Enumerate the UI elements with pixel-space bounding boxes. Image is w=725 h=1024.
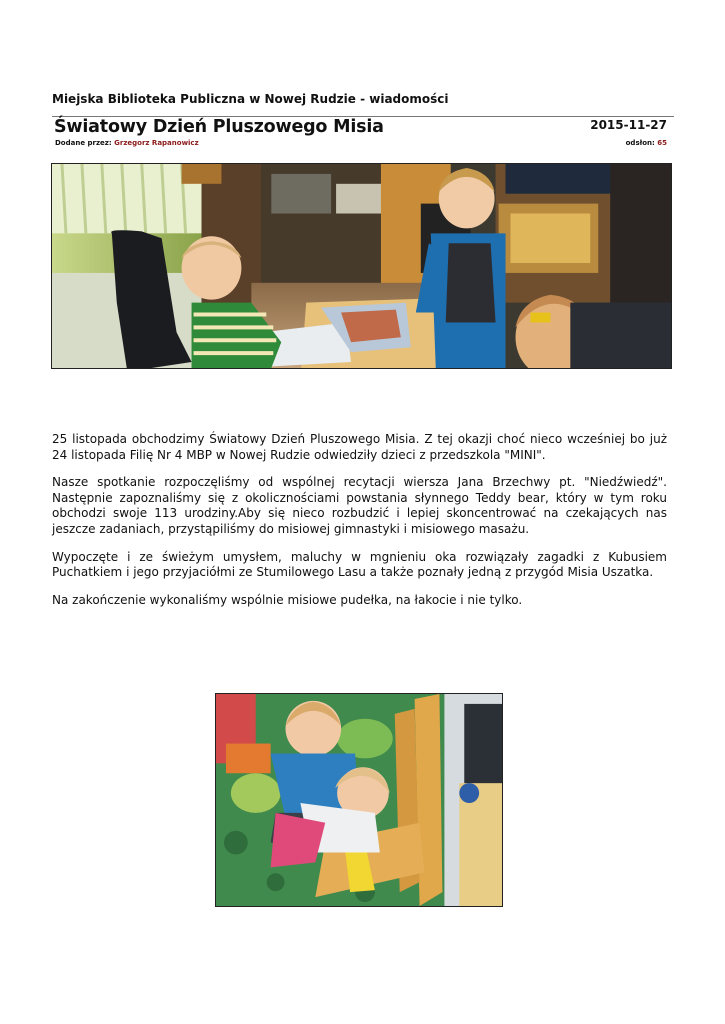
photo-illustration (216, 694, 502, 906)
author-line (55, 139, 199, 147)
article-photo-children-with-books (51, 163, 672, 369)
article-paragraph: Nasze spotkanie rozpoczęliśmy od wspólnej recytacji wiersza Jana Brzechwy pt. "Niedźwiedź". Następnie zapoznaliśmy się z okolicznościami powstania słynnego Teddy bear, który w tym roku obchodzi swoje 113 urodziny.Aby się nieco rozbudzić i lepiej skoncentrować na czekających nas jeszcze zadaniach, przystąpiliśmy do misiowej gimnastyki i misiowego masażu. (52, 475, 667, 536)
site-title: Miejska Biblioteka Publiczna w Nowej Rudzie - wiadomości (52, 92, 449, 106)
article-paragraph: Wypoczęte i ze świeżym umysłem, maluchy w mgnieniu oka rozwiązały zagadki z Kubusiem Puchatkiem i jego przyjaciółmi ze Stumilowego Lasu a także poznały jedną z przygód Misia Uszatka. (52, 549, 667, 580)
views-line (626, 139, 667, 147)
article-date: 2015-11-27 (590, 118, 667, 132)
views-count: 65 (657, 139, 667, 147)
article-photo-children-crafting (215, 693, 503, 907)
author-label: Dodane przez: (55, 139, 112, 147)
article-title: Światowy Dzień Pluszowego Misia (54, 117, 384, 137)
article-paragraph: Na zakończenie wykonaliśmy wspólnie misiowe pudełka, na łakocie i nie tylko. (52, 592, 523, 607)
views-label: odsłon: (625, 139, 655, 147)
author-name[interactable]: Grzegorz Rapanowicz (114, 139, 199, 147)
article-paragraph: 25 listopada obchodzimy Światowy Dzień Pluszowego Misia. Z tej okazji choć nieco wcześniej bo już 24 listopada Filię Nr 4 MBP w Nowej Rudzie odwiedziły dzieci z przedszkola "MINI". (52, 432, 667, 462)
article-body (52, 432, 667, 620)
photo-illustration (52, 164, 671, 368)
